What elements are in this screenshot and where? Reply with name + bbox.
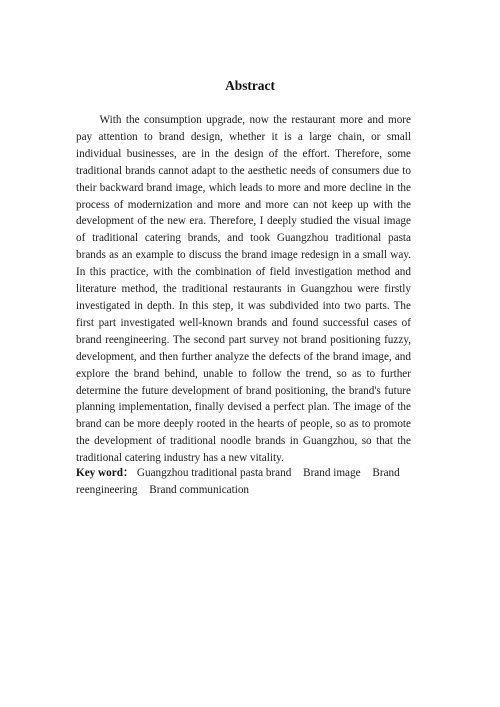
page-title: Abstract (225, 78, 275, 93)
keyword-item: Brand reengineering (76, 467, 400, 496)
keywords-line (76, 465, 416, 499)
abstract-paragraph: With the consumption upgrade, now the restaurant more and more pay attention to brand design, whether it is a large chain, or small individual businesses, are in the design of the effort. Therefore, some traditional brands cannot adapt to the aesthetic needs of consumers due to their backward brand image, which leads to more and more decline in the process of modernization and more and more can not keep up with the development of the new era. Therefore, I deeply studied the visual image of traditional catering brands, and took Guangzhou traditional pasta brands as an example to discuss the brand image redesign in a small way. In this practice, with the combination of field investigation method and literature method, the traditional restaurants in Guangzhou were firstly investigated in depth. In this step, it was subdivided into two parts. The first part investigated well-known brands and found successful cases of brand reengineering. The second part survey not brand positioning fuzzy, development, and then further analyze the defects of the brand image, and explore the brand behind, unable to follow the trend, so as to further determine the future development of brand positioning, the brand's future planning implementation, finally devised a perfect plan. The image of the brand can be more deeply rooted in the hearts of people, so as to promote the development of traditional noodle brands in Guangzhou, so that the traditional catering industry has a new vitality. (76, 114, 411, 465)
keyword-item: Guangzhou traditional pasta brand (136, 467, 292, 479)
keyword-item: Brand communication (149, 484, 250, 496)
keywords-label: Key word： (76, 467, 135, 479)
keyword-item: Brand image (303, 467, 361, 479)
